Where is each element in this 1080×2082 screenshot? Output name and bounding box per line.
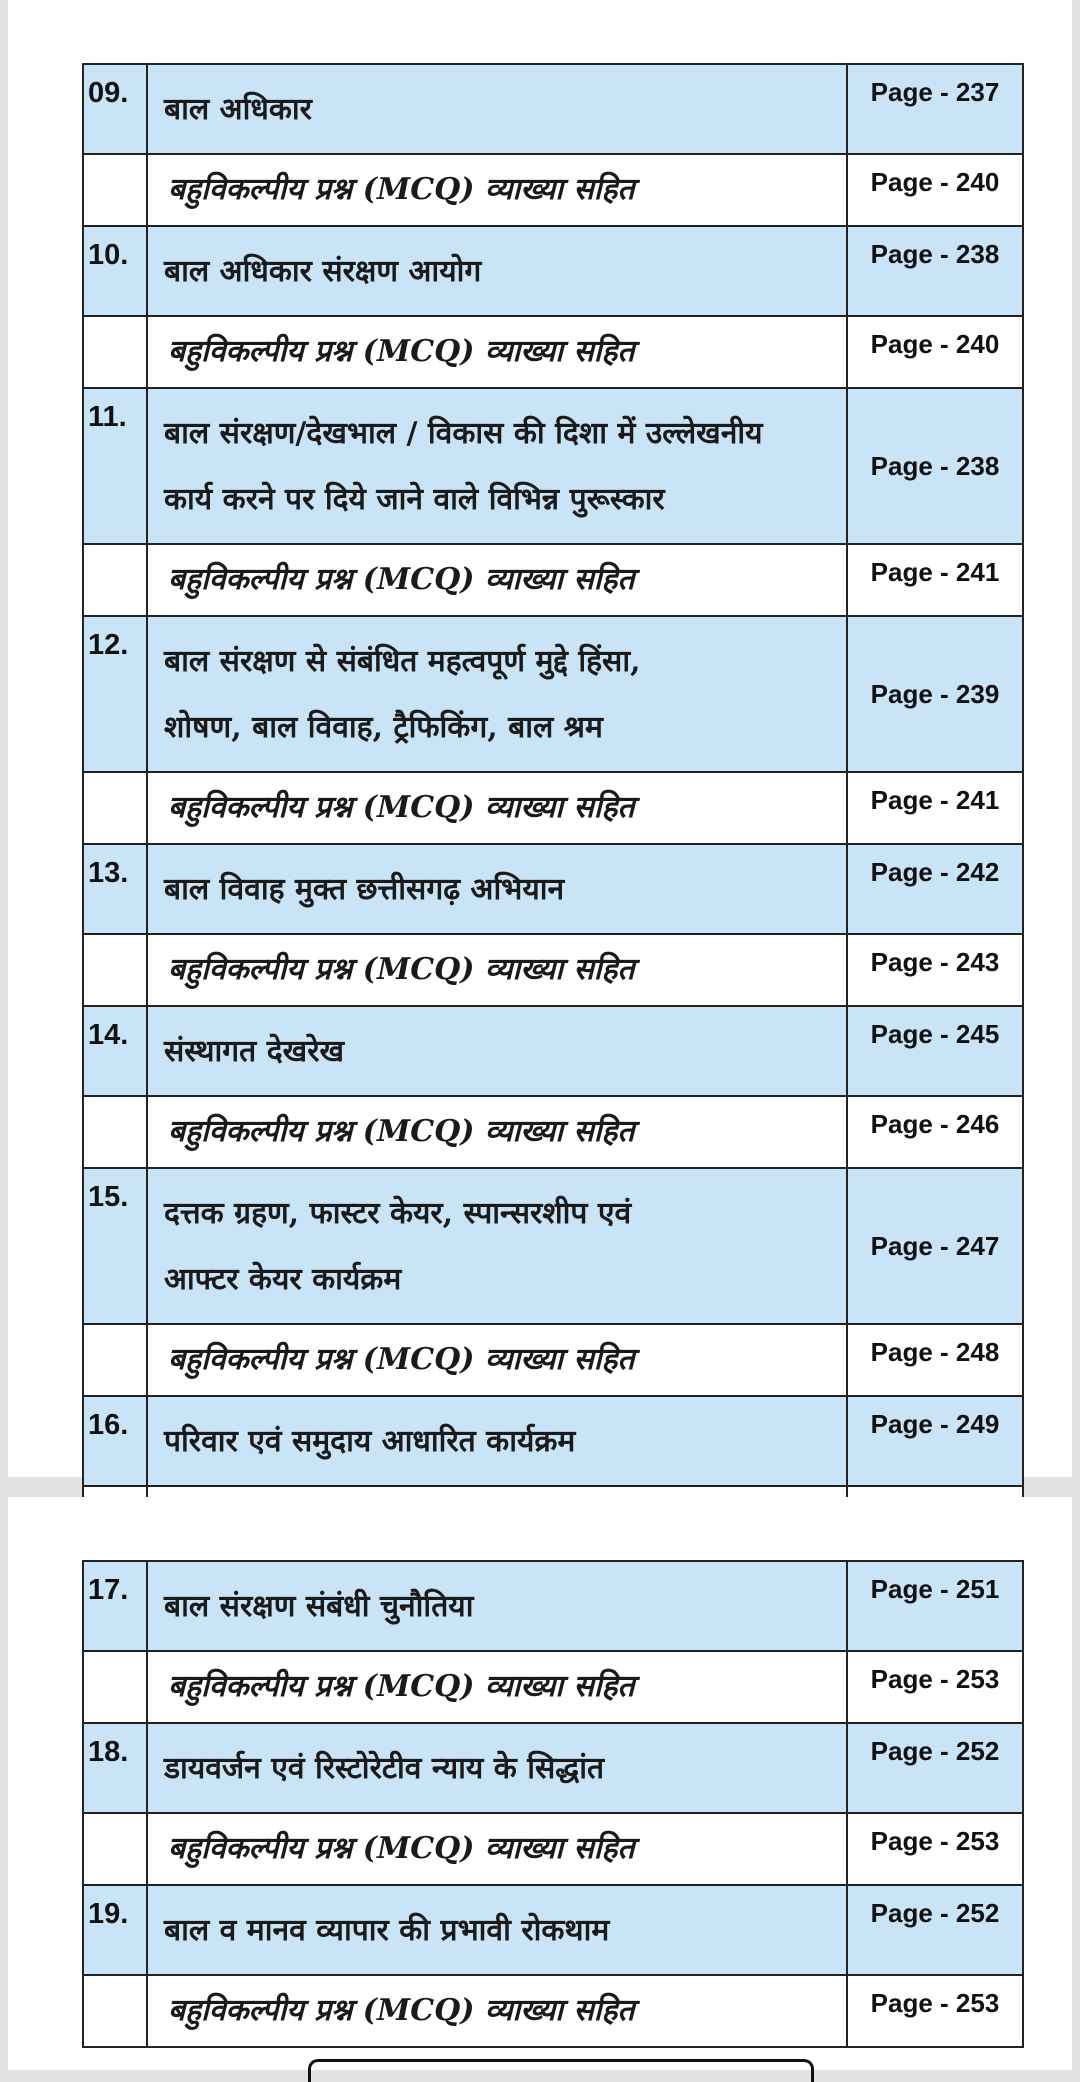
chapter-page: Page - 242: [847, 844, 1023, 934]
toc-row-mcq-13: [83, 934, 1023, 1006]
chapter-number: 17.: [83, 1561, 147, 1651]
chapter-page: Page - 237: [847, 64, 1023, 154]
mcq-page: Page - 253: [847, 1975, 1023, 2047]
mcq-page: Page - 248: [847, 1324, 1023, 1396]
mcq-label: बहुविकल्पीय प्रश्न (MCQ) व्याख्या सहित: [147, 1975, 847, 2047]
toc-row-topic-15: [83, 1168, 1023, 1324]
mcq-page: Page - 240: [847, 154, 1023, 226]
toc-row-topic-11: [83, 388, 1023, 544]
chapter-number: 19.: [83, 1885, 147, 1975]
chapter-page: Page - 252: [847, 1885, 1023, 1975]
toc-row-topic-10: [83, 226, 1023, 316]
mcq-page: Page - 253: [847, 1813, 1023, 1885]
chapter-title: डायवर्जन एवं रिस्टोरेटीव न्याय के सिद्धांत: [147, 1723, 847, 1813]
page-card-2: [8, 1497, 1072, 2070]
toc-row-topic-13: [83, 844, 1023, 934]
chapter-page: Page - 249: [847, 1396, 1023, 1486]
mcq-label: बहुविकल्पीय प्रश्न (MCQ) व्याख्या सहित: [147, 1651, 847, 1723]
mcq-page: Page - 243: [847, 934, 1023, 1006]
mcq-label: बहुविकल्पीय प्रश्न (MCQ) व्याख्या सहित: [147, 1813, 847, 1885]
chapter-number: 12.: [83, 616, 147, 772]
toc-row-mcq-09: [83, 154, 1023, 226]
chapter-number: 18.: [83, 1723, 147, 1813]
mcq-label: बहुविकल्पीय प्रश्न (MCQ) व्याख्या सहित: [147, 316, 847, 388]
mcq-label: बहुविकल्पीय प्रश्न (MCQ) व्याख्या सहित: [147, 1096, 847, 1168]
mcq-page: Page - 253: [847, 1651, 1023, 1723]
chapter-title: संस्थागत देखरेख: [147, 1006, 847, 1096]
mcq-page: Page - 246: [847, 1096, 1023, 1168]
mcq-label: बहुविकल्पीय प्रश्न (MCQ) व्याख्या सहित: [147, 772, 847, 844]
chapter-number: 10.: [83, 226, 147, 316]
toc-row-mcq-10: [83, 316, 1023, 388]
chapter-page: Page - 251: [847, 1561, 1023, 1651]
toc-row-mcq-12: [83, 772, 1023, 844]
chapter-title: बाल विवाह मुक्त छत्तीसगढ़ अभियान: [147, 844, 847, 934]
chapter-page: Page - 239: [847, 616, 1023, 772]
chapter-title: बाल संरक्षण/देखभाल / विकास की दिशा में उल्लेखनीय कार्य करने पर दिये जाने वाले विभिन्न पुरूस्कार: [147, 388, 847, 544]
page-card-1: [8, 0, 1072, 1477]
chapter-number: 14.: [83, 1006, 147, 1096]
toc-table-2: [82, 1560, 1024, 2048]
toc-row-mcq-18: [83, 1813, 1023, 1885]
toc-row-mcq-14: [83, 1096, 1023, 1168]
chapter-title: दत्तक ग्रहण, फास्टर केयर, स्पान्सरशीप एवं आफ्टर केयर कार्यक्रम: [147, 1168, 847, 1324]
toc-row-mcq-11: [83, 544, 1023, 616]
chapter-page: Page - 238: [847, 388, 1023, 544]
chapter-number: 16.: [83, 1396, 147, 1486]
toc-row-topic-14: [83, 1006, 1023, 1096]
mcq-label: बहुविकल्पीय प्रश्न (MCQ) व्याख्या सहित: [147, 544, 847, 616]
chapter-title: बाल अधिकार संरक्षण आयोग: [147, 226, 847, 316]
chapter-title: बाल संरक्षण से संबंधित महत्वपूर्ण मुद्दे हिंसा, शोषण, बाल विवाह, ट्रैफिकिंग, बाल श्रम: [147, 616, 847, 772]
mcq-page: Page - 240: [847, 316, 1023, 388]
toc-row-topic-19: [83, 1885, 1023, 1975]
mcq-label: बहुविकल्पीय प्रश्न (MCQ) व्याख्या सहित: [147, 154, 847, 226]
toc-row-topic-09: [83, 64, 1023, 154]
chapter-title: परिवार एवं समुदाय आधारित कार्यक्रम: [147, 1396, 847, 1486]
toc-row-topic-12: [83, 616, 1023, 772]
chapter-number: 13.: [83, 844, 147, 934]
toc-row-mcq-17: [83, 1651, 1023, 1723]
chapter-title: बाल अधिकार: [147, 64, 847, 154]
chapter-page: Page - 247: [847, 1168, 1023, 1324]
toc-row-topic-16: [83, 1396, 1023, 1486]
mcq-page: Page - 241: [847, 772, 1023, 844]
mcq-label: बहुविकल्पीय प्रश्न (MCQ) व्याख्या सहित: [147, 934, 847, 1006]
footer-decoration: [308, 2059, 814, 2082]
toc-row-topic-18: [83, 1723, 1023, 1813]
chapter-title: बाल संरक्षण संबंधी चुनौतिया: [147, 1561, 847, 1651]
chapter-page: Page - 252: [847, 1723, 1023, 1813]
toc-row-mcq-19: [83, 1975, 1023, 2047]
mcq-page: Page - 241: [847, 544, 1023, 616]
toc-table-1: [82, 63, 1024, 1559]
mcq-label: बहुविकल्पीय प्रश्न (MCQ) व्याख्या सहित: [147, 1324, 847, 1396]
toc-row-topic-17: [83, 1561, 1023, 1651]
toc-row-mcq-15: [83, 1324, 1023, 1396]
chapter-number: 11.: [83, 388, 147, 544]
chapter-number: 09.: [83, 64, 147, 154]
chapter-number: 15.: [83, 1168, 147, 1324]
chapter-page: Page - 238: [847, 226, 1023, 316]
chapter-title: बाल व मानव व्यापार की प्रभावी रोकथाम: [147, 1885, 847, 1975]
chapter-page: Page - 245: [847, 1006, 1023, 1096]
